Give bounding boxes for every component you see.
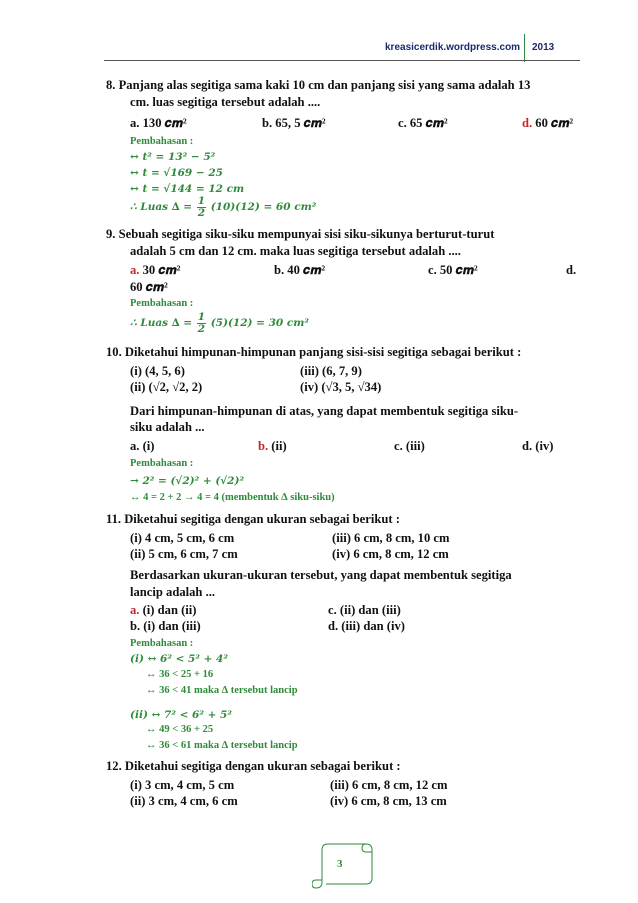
q9-fraction-den: 2: [197, 322, 206, 335]
q8-step1: ↔ 𝒕² = 13² − 5²: [130, 151, 216, 163]
q11-option-a: [130, 603, 196, 618]
q10-option-b-text: (ii): [268, 439, 287, 453]
q8-step2: ↔ 𝒕 = √169 − 25: [130, 167, 223, 179]
q10-item-iii: (iii) (6, 7, 9): [300, 364, 362, 378]
q11-step6: ↔ 36 < 61 maka ∆ tersebut lancip: [146, 740, 298, 751]
q9-option-b: b. 40 𝒄𝒎²: [274, 263, 326, 277]
q11-option-b: b. (i) dan (iii): [130, 619, 201, 633]
q10-text1: Dari himpunan-himpunan di atas, yang dapat membentuk segitiga siku-: [130, 404, 519, 418]
q8-pembahasan: Pembahasan :: [130, 136, 194, 147]
q8-option-a: a. 130 𝒄𝒎²: [130, 116, 187, 130]
q8-step4-left: ∴ 𝑳𝒖𝒂𝒔 ∆ =: [130, 201, 193, 213]
q8-fraction-den: 2: [197, 206, 206, 219]
q9-option-d: d.: [566, 263, 577, 277]
q11-option-c: c. (ii) dan (iii): [328, 603, 401, 617]
q11-step4: (ii) ↔ 7² < 6² + 5²: [130, 709, 232, 721]
q9-pembahasan: Pembahasan :: [130, 298, 194, 309]
header-year: 2013: [532, 42, 555, 53]
q10-item-i: (i) (4, 5, 6): [130, 364, 185, 378]
header-divider: [524, 34, 525, 62]
q8-fraction: [197, 196, 206, 218]
q12-item-iv: (iv) 6 cm, 8 cm, 13 cm: [330, 794, 447, 808]
q12-item-i: (i) 3 cm, 4 cm, 5 cm: [130, 778, 235, 792]
q10-step1: → 2² = (√2)² + (√2)²: [130, 475, 245, 487]
q11-option-d: d. (iii) dan (iv): [328, 619, 405, 633]
q10-line1: 10. Diketahui himpunan-himpunan panjang sisi-sisi segitiga sebagai berikut :: [106, 345, 522, 359]
q11-step3: ↔ 36 < 41 maka ∆ tersebut lancip: [146, 685, 298, 696]
q10-answer-letter: b.: [258, 439, 269, 453]
q9-option-a-text: 30 𝒄𝒎²: [139, 263, 181, 277]
header-rule: [104, 60, 580, 61]
header-site: kreasicerdik.wordpress.com: [385, 42, 521, 53]
q8-option-b: b. 65, 5 𝒄𝒎²: [262, 116, 326, 130]
q9-fraction-num: 1: [197, 311, 206, 323]
q9-fraction: [197, 312, 206, 334]
q12-item-iii: (iii) 6 cm, 8 cm, 12 cm: [330, 778, 448, 792]
q11-text1: Berdasarkan ukuran-ukuran tersebut, yang dapat membentuk segitiga: [130, 568, 512, 582]
q12-item-ii: (ii) 3 cm, 4 cm, 6 cm: [130, 794, 238, 808]
q8-fraction-num: 1: [197, 195, 206, 207]
q9-option-c: c. 50 𝒄𝒎²: [428, 263, 478, 277]
q11-item-iii: (iii) 6 cm, 8 cm, 10 cm: [332, 531, 450, 545]
q8-step4: [130, 196, 316, 218]
q8-option-c: c. 65 𝒄𝒎²: [398, 116, 448, 130]
q9-line1: 9. Sebuah segitiga siku-siku mempunyai sisi siku-sikunya berturut-turut: [106, 227, 495, 241]
q11-item-i: (i) 4 cm, 5 cm, 6 cm: [130, 531, 235, 545]
q10-option-d: d. (iv): [522, 439, 554, 453]
q8-option-d-text: 60 𝒄𝒎²: [532, 116, 574, 130]
q9-step1-left: ∴ 𝑳𝒖𝒂𝒔 ∆ =: [130, 317, 193, 329]
q10-pembahasan: Pembahasan :: [130, 458, 194, 469]
q11-text2: lancip adalah ...: [130, 585, 216, 599]
q12-line1: 12. Diketahui segitiga dengan ukuran sebagai berikut :: [106, 759, 401, 773]
q9-line2: adalah 5 cm dan 12 cm. maka luas segitiga tersebut adalah ....: [130, 244, 461, 258]
q10-item-ii: (ii) (√2, √2, 2): [130, 380, 203, 394]
q11-pembahasan: Pembahasan :: [130, 638, 194, 649]
q11-item-ii: (ii) 5 cm, 6 cm, 7 cm: [130, 547, 238, 561]
q9-step1-right: (5)(12) = 30 𝒄𝒎²: [210, 317, 309, 329]
q9-answer-letter: a.: [130, 263, 140, 277]
q11-option-a-text: (i) dan (ii): [139, 603, 197, 617]
q11-step2: ↔ 36 < 25 + 16: [146, 669, 214, 680]
q10-step2: ↔ 4 = 2 + 2 → 4 = 4 (membentuk ∆ siku-siku): [130, 492, 335, 503]
q8-option-d: [522, 116, 573, 131]
q9-step1: [130, 312, 309, 334]
q8-line1: 8. Panjang alas segitiga sama kaki 10 cm dan panjang sisi yang sama adalah 13: [106, 78, 531, 92]
q10-option-a: a. (i): [130, 439, 155, 453]
q10-text2: siku adalah ...: [130, 420, 205, 434]
q8-step4-right: (10)(12) = 60 𝒄𝒎²: [210, 201, 317, 213]
q8-answer-letter: d.: [522, 116, 533, 130]
q11-step1: (i) ↔ 6² < 5² + 4²: [130, 653, 228, 665]
q10-item-iv: (iv) (√3, 5, √34): [300, 380, 382, 394]
q11-item-iv: (iv) 6 cm, 8 cm, 12 cm: [332, 547, 449, 561]
q9-option-a: [130, 263, 180, 278]
q8-step3: ↔ 𝒕 = √144 = 12 𝒄𝒎: [130, 183, 245, 195]
page-number: 3: [337, 858, 343, 870]
q11-step5: ↔ 49 < 36 + 25: [146, 724, 214, 735]
page-scroll-ornament: [312, 842, 376, 890]
q10-option-c: c. (iii): [394, 439, 425, 453]
q10-option-b: [258, 439, 287, 454]
q11-answer-letter: a.: [130, 603, 140, 617]
q11-line1: 11. Diketahui segitiga dengan ukuran sebagai berikut :: [106, 512, 400, 526]
q8-line2: cm. luas segitiga tersebut adalah ....: [130, 95, 321, 109]
q9-option-d-value: 60 𝒄𝒎²: [130, 280, 168, 294]
